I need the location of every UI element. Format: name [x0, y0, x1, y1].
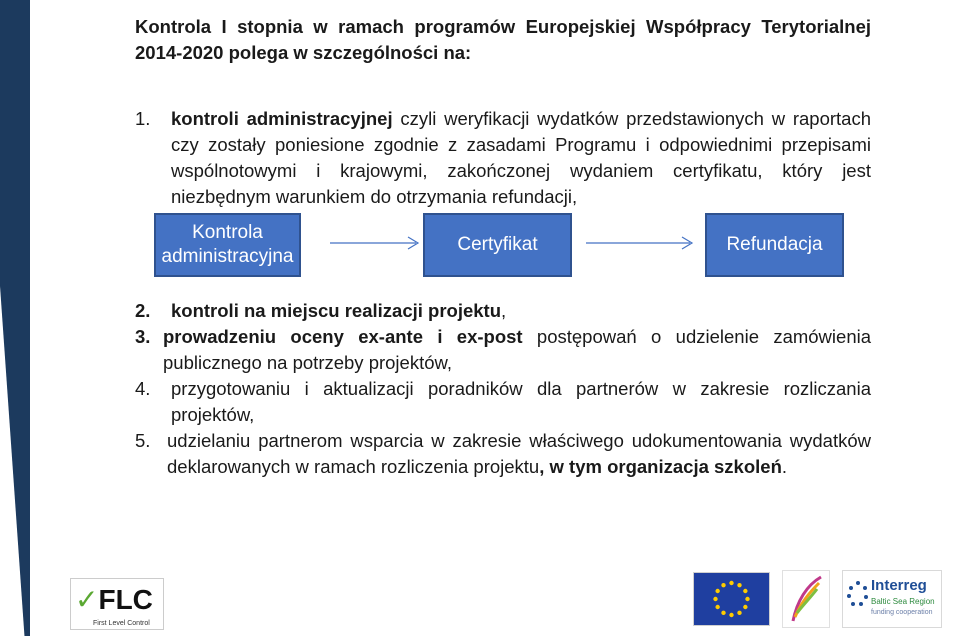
item-text: przygotowaniu i aktualizacji poradników dla partnerów w zakresie rozliczania projektów,: [171, 378, 871, 425]
item-text: [167, 428, 871, 480]
eu-star: [737, 583, 741, 587]
list-item-5: [135, 428, 871, 480]
eu-flag-logo: [693, 572, 770, 626]
eu-star: [721, 583, 725, 587]
item-number: 1.: [135, 108, 151, 129]
eu-star: [737, 611, 741, 615]
eu-star: [745, 597, 749, 601]
eu-star: [721, 611, 725, 615]
flc-mark: [75, 583, 153, 616]
item-rest: ,: [501, 300, 507, 321]
box-kontrola-administracyjna: Kontrola administracyjna: [154, 213, 301, 277]
eu-stars-icon: [694, 573, 769, 625]
feather-logo: [782, 570, 830, 628]
box-certyfikat: Certyfikat: [423, 213, 572, 277]
item-number: 5.: [135, 430, 151, 451]
eu-star: [743, 589, 747, 593]
interreg-coop: funding cooperation: [871, 609, 933, 616]
interreg-region: Baltic Sea Region: [871, 597, 935, 606]
left-band: [0, 0, 30, 636]
item-number: 4.: [135, 378, 151, 399]
list-item-1: [135, 106, 871, 210]
check-icon: ✓: [75, 584, 99, 615]
item-rest: czyli weryfikacji wydatków przedstawionych w raportach czy zostały poniesione zgodnie z zasadami Programu i odpowiednimi przepisami wspólnotowymi i krajowymi, zakończonej wydaniem certyfikatu, który jest niezbędnym warunkiem do otrzymania refundacji,: [171, 108, 871, 207]
item-bold: kontroli administracyjnej: [171, 108, 393, 129]
eu-star: [729, 613, 733, 617]
box-refundacja: Refundacja: [705, 213, 844, 277]
left-decorative-bar: [0, 0, 30, 636]
item-number: 3.: [135, 326, 151, 347]
item-bold: kontroli na miejscu realizacji projektu: [171, 300, 502, 321]
flc-mark-text: FLC: [98, 584, 153, 615]
process-flow-diagram: [154, 213, 844, 277]
flc-logo: [70, 578, 164, 630]
item-number: 2.: [135, 300, 151, 321]
item-text: [171, 106, 871, 210]
list-continued: [135, 298, 871, 480]
slide-content: [135, 14, 871, 207]
list-item-2: [135, 298, 871, 324]
item-bold: , w tym organizacja szkoleń: [539, 456, 782, 477]
eu-star: [743, 605, 747, 609]
interreg-stars-icon: [846, 579, 870, 619]
slide-title: Kontrola I stopnia w ramach programów Europejskiej Współpracy Terytorialnej 2014-2020 polega w szczególności na:: [135, 16, 871, 63]
item-bold: prowadzeniu oceny ex-ante i ex-post: [163, 326, 523, 347]
eu-star: [713, 597, 717, 601]
item-rest: postępowań o udzielenie zamówienia publicznego na potrzeby projektów,: [163, 326, 872, 373]
item-rest: udzielaniu partnerom wsparcia w zakresie właściwego udokumentowania wydatków deklarowanych w ramach rozliczenia projektu: [167, 430, 871, 477]
item-end: .: [781, 456, 788, 477]
item-text: [163, 324, 871, 376]
item-text: [171, 298, 871, 324]
eu-star: [715, 605, 719, 609]
footer-logos: [0, 560, 960, 636]
eu-star: [715, 589, 719, 593]
interreg-logo: [842, 570, 942, 628]
list-item-4: [135, 376, 871, 428]
eu-star: [729, 581, 733, 585]
feather-icon: [783, 571, 829, 627]
flc-subtitle: First Level Control: [93, 620, 150, 627]
interreg-name: Interreg: [871, 577, 927, 594]
list-item-3: [135, 324, 871, 376]
